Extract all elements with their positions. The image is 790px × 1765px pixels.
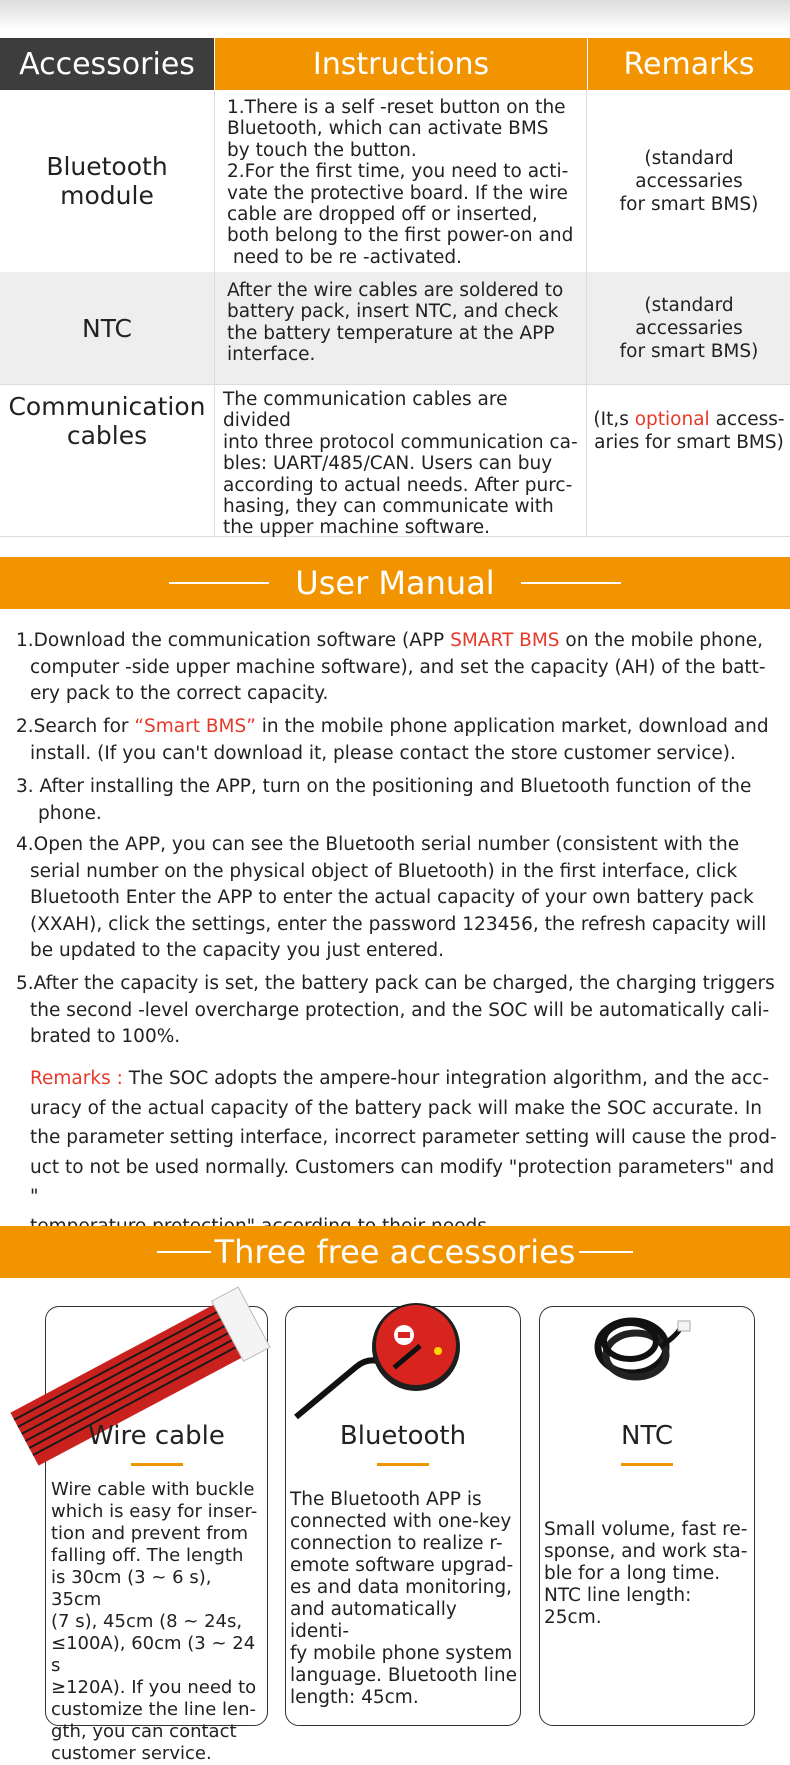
card-line: Small volume, fast re- [544,1519,748,1540]
table-row-bluetooth [0,90,790,273]
row-name-line: NTC [82,313,132,343]
instruction-line: interface. [227,344,316,366]
card-line: connection to realize r- [290,1533,503,1554]
manual-text: brated to 100%. [30,1026,181,1047]
manual-remarks [30,1064,778,1241]
card-line: es and data monitoring, [290,1577,513,1598]
remark-line: aries for smart BMS) [594,432,784,453]
instruction-line: vate the protective board. If the wire [227,182,568,204]
card-line: ble for a long time. [544,1563,721,1584]
title-underline [377,1463,429,1466]
card-bluetooth [285,1306,521,1726]
card-description [290,1489,520,1709]
wire-cable-image [46,1307,267,1417]
table-row-ntc [0,272,790,385]
manual-text: The SOC adopts the ampere-hour integration algorithm, and the acc- [122,1068,770,1089]
manual-text: 5.After the capacity is set, the battery pack can be charged, the charging triggers [16,973,775,994]
divider-line [579,1251,633,1253]
row-name [0,384,214,536]
card-line: customer service. [51,1743,212,1764]
accessories-band [0,1226,790,1278]
manual-text: (XXAH), click the settings, enter the password 123456, the refresh capacity will [30,913,767,935]
card-line: sponse, and work sta- [544,1541,748,1562]
manual-text: the parameter setting interface, incorrect parameter setting will cause the prod- [30,1127,777,1148]
card-line: fy mobile phone system [290,1643,513,1664]
remarks-label: Remarks : [30,1068,123,1089]
remark-optional: optional [634,409,710,430]
accessories-title: Three free accessories [214,1233,576,1271]
instruction-line: need to be re -activated. [227,246,463,268]
header-accessories: Accessories [0,38,214,90]
manual-text: ery pack to the correct capacity. [30,683,329,704]
remark-line: for smart BMS) [619,340,759,362]
card-line: falling off. The length [51,1545,244,1566]
manual-item-2 [16,714,776,767]
instruction-line: both belong to the first power-on and [227,225,574,247]
card-line: NTC line length: 25cm. [544,1585,692,1628]
ntc-sensor-image [540,1307,754,1417]
instruction-line: the upper machine software. [223,517,491,539]
remark-line: (standard accessaries [635,147,743,192]
title-underline [131,1463,183,1466]
card-wire-cable [45,1306,268,1764]
row-instructions [214,90,587,272]
card-line: and automatically identi- [290,1599,457,1642]
divider-line [521,582,621,584]
manual-text: uct to not be used normally. Customers can modify "protection parameters" and " [30,1156,775,1207]
card-line: which is easy for inser- [51,1501,258,1522]
row-name-line: cables [66,421,148,450]
card-description [544,1519,754,1629]
title-underline [621,1463,673,1466]
manual-text: install. (If you can't download it, please contact the store customer service). [30,742,736,764]
manual-text: 4.Open the APP, you can see the Bluetooth serial number (consistent with the [16,834,740,855]
manual-text: 2.Search for [16,716,135,737]
manual-highlight: “Smart BMS” [134,716,256,737]
divider-line [157,1251,211,1253]
row-name-line: Bluetooth [46,152,168,181]
card-line: The Bluetooth APP is [290,1489,482,1510]
card-line: tion and prevent from [51,1523,249,1544]
instruction-line: 2.For the first time, you need to acti- [227,161,569,183]
top-shadow [0,0,790,30]
instruction-line: After the wire cables are soldered to [227,280,564,301]
manual-text: the second -level overcharge protection, and the SOC will be automatically cali- [30,999,770,1021]
row-name [0,90,214,272]
row-remark [588,90,790,272]
card-description [51,1479,267,1765]
manual-text: computer -side upper machine software), and set the capacity (AH) of the batt- [30,656,766,678]
user-manual-title: User Manual [295,564,495,602]
manual-item-5 [16,971,776,1051]
row-name [0,272,214,384]
remark-text: access- [709,409,785,430]
instruction-line: 1.There is a self -reset button on the [227,97,566,118]
manual-highlight: SMART BMS [450,630,560,651]
instruction-line: hasing, they can communicate with [223,496,554,518]
instruction-line: by touch the button. [227,139,417,161]
instruction-line: according to actual needs. After purc- [223,474,573,496]
manual-text: in the mobile phone application market, download and [255,716,769,737]
instruction-line: The communication cables are divided [223,389,508,432]
card-line: emote software upgrad- [290,1555,514,1576]
manual-text: phone. [38,802,102,824]
divider-line [169,582,269,584]
table-row-communication [0,384,790,537]
manual-item-4 [16,832,776,965]
header-remarks: Remarks [588,38,790,90]
instruction-line: into three protocol communication ca- [223,431,578,453]
user-manual-band [0,557,790,609]
manual-text: on the mobile phone, [559,630,763,651]
manual-text: uracy of the actual capacity of the battery pack will make the SOC accurate. In [30,1097,763,1119]
card-line: gth, you can contact [51,1721,237,1742]
card-line: is 30cm (3 ~ 6 s), 35cm [51,1567,212,1610]
row-name-line: module [60,181,154,210]
remark-text: (It,s [593,409,635,430]
card-title: Bluetooth [339,1421,467,1451]
manual-text: be updated to the capacity you just entered. [30,940,444,961]
manual-text: serial number on the physical object of Bluetooth) in the first interface, click [30,860,738,882]
header-instructions: Instructions [215,38,587,90]
row-remark [588,384,790,536]
card-line: customize the line len- [51,1699,256,1720]
manual-text: Bluetooth Enter the APP to enter the actual capacity of your own battery pack [30,887,754,908]
row-instructions [214,272,587,384]
card-line: ≤100A), 60cm (3 ~ 24 s [51,1633,256,1676]
manual-text: 3. After installing the APP, turn on the positioning and Bluetooth function of the [16,776,752,797]
card-line: language. Bluetooth line [290,1665,517,1686]
remark-line: for smart BMS) [619,193,759,215]
card-title: Wire cable [88,1421,225,1451]
card-line: (7 s), 45cm (8 ~ 24s, [51,1611,243,1632]
row-instructions [214,384,587,539]
manual-item-1 [16,628,776,708]
instruction-line: cable are dropped off or inserted, [227,204,538,226]
instruction-line: bles: UART/485/CAN. Users can buy [223,453,553,475]
bluetooth-module-image [286,1307,520,1417]
instruction-line: battery pack, insert NTC, and check [227,301,559,323]
instruction-line: Bluetooth, which can activate BMS [227,118,549,140]
manual-text: 1.Download the communication software (APP [16,630,451,651]
manual-item-3 [16,774,776,827]
row-name-line: Communication [8,392,206,421]
card-ntc [539,1306,755,1726]
remark-line: (standard accessaries [635,294,743,339]
card-line: length: 45cm. [290,1687,419,1708]
row-remark [588,272,790,384]
card-line: connected with one-key [290,1511,512,1532]
card-line: ≥120A). If you need to [51,1677,257,1698]
card-line: Wire cable with buckle [51,1479,255,1500]
card-title: NTC [621,1421,673,1451]
instruction-line: the battery temperature at the APP [227,322,555,344]
